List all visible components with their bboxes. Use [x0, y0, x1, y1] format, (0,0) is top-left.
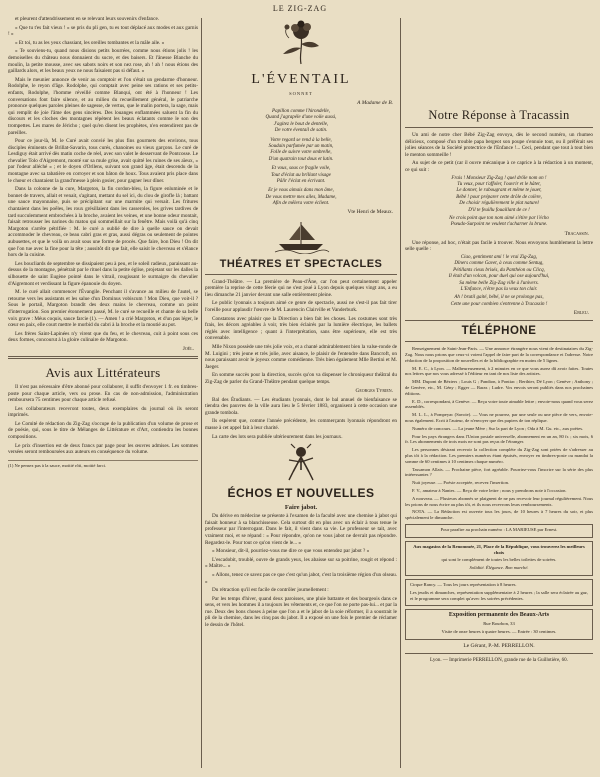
telephone-paragraph: Les personnes désirant recevoir la collection complète du Zig-Zag sont priées de s'adresser au plus tôt à la rédaction. Les premiers numéros étant épuisés, envoyer en timbres-poste ou mandat la somme de 60 centimes à 10 centimes chaque numéro.: [405, 447, 593, 464]
gerant-line: Le Gérant, P.-M. PERRELLON.: [463, 642, 535, 649]
poem-line: Ne crois point que ton nom aimé s'étire par l'écho: [449, 216, 549, 221]
avis-paragraph: Le Comité de rédaction du Zig-Zag s'occupe de la publication d'un volume de prose et de poésie, qui, sous le titre de Mélanges de Littérature et d'Art, contiendra les bonnes compositions.: [8, 420, 198, 441]
reponse-paragraph: Une réponse, ad hoc, n'était pas facile à trouver. Nous envoyons humblement la lettre selle quelle :: [405, 239, 593, 253]
avis-paragraph: Il n'est pas nécessaire d'être abonné pour collaborer, il suffit d'envoyer 1 fr. en timbres-poste pour chaque article, vers ou prose. En cas de non-admission, l'administration remboursera 75 centimes pour chaque article refusé.: [8, 383, 198, 404]
poem-line: Le donner, le rabougrant et même te jouer,: [456, 188, 542, 194]
echos-title: ÉCHOS ET NOUVELLES: [227, 486, 375, 501]
section-divider: [8, 356, 198, 359]
echos-paragraph: Du rétraction qu'il est facile de contrôler journellement :: [212, 587, 329, 594]
telephone-paragraph: Renseignement de Saint-Jean-Paris. — Une annonce étrangère nous vient de destinataires du Zig-Zag. Nous nous prions que ceux-ci voient l'appel de faire part de la correspondance et l'adresse. Notre rédaction de la proposition de nouvelles et de la bibliographie en moins de 5 lignes.: [405, 346, 593, 363]
poem-line: Sa même belle Zig-Zag ville à l'univers.: [459, 280, 539, 286]
theatres-signature: Georges Tyrien.: [355, 387, 393, 394]
ad-line: Cirque Rancy. — Tous les jours représentation à 8 heures.: [410, 581, 517, 587]
avis-paragraph: Le prix d'insertion est de deux francs par page pour les œuvres admises. Les sommes versées seront remboursées aux auteurs en conséquence du volume.: [8, 442, 198, 456]
poem-line: Frais ! Monsieur Zig-Zag ! quel drôle nom on !: [451, 175, 547, 181]
imprint-line: Lyon. — Imprimerie PERRELLON, grande rue de la Guillotière, 60.: [430, 657, 568, 663]
echos-paragraph: « Allons, tenez ce savez pas ce que c'est qu'un jabot, c'est la troisième région d'un olseau. »: [205, 571, 397, 585]
theatres-title: THÉATRES ET SPECTACLES: [219, 257, 383, 270]
poem-line: Et vous, sous ce fragile voile,: [271, 166, 331, 172]
poem-line: Cette une pour combien s'entrenne à Tracassin !: [450, 301, 548, 307]
avis-title: Avis aux Littérateurs: [45, 364, 161, 380]
bal-paragraph: Bal des Étudiants. — Les étudiants lyonnais, dont le bal annuel de bienfaisance se tiendra des pauvres de la ville aura lieu le 5 février 1883, organisent à cette occasion une grande tombola.: [205, 396, 397, 416]
bal-paragraph: La carte des lots sera publiée ultérieurement dans les journaux.: [212, 433, 343, 440]
eventail-genre: SONNET: [289, 91, 313, 96]
column-left: [8, 16, 198, 768]
column-rule: [201, 18, 202, 768]
theatres-paragraph: Grand-Théâtre. — La première de Peau-d'Âne, car l'on peut certainement appeler première la reprise de cette féerie qui ne s'est joué à Lyon depuis quelques vingt ans, a eu lieu dimanche 21 janvier devant une salle entièrement pleine.: [205, 278, 397, 298]
telephone-paragraph: NOTA. — La Rédaction est ouverte tous les jours, de 10 heures à 7 heures du soir, et plus spécialement le dimanche.: [405, 509, 593, 521]
advertisement-box: [405, 579, 593, 606]
poem-line: Ciao, gentiment ami ! le vrai Zig-Zag,: [460, 255, 538, 260]
reponse-signature: Tracassin.: [564, 230, 589, 237]
poem-line: Folle de suivre votre ombrelle,: [270, 150, 332, 156]
ad-line: Visite de onze heures à quatre heures. — Entrée : 30 centimes.: [441, 628, 557, 634]
story-signature: Joël.: [182, 345, 194, 352]
announcement-box: [405, 524, 593, 538]
avis-paragraph: Les collaborateurs recevront toutes, deux exemplaires du journal où ils seront imprimés.: [8, 405, 198, 419]
story-paragraph: Les boucliards de septembre se dissipaient peu à peu, et le soleil radieux, paraissant au-dessus de la montagne, pénétrait par le rituel dans la petite église, projetant sur les dalles la silhouette de saint Eugène pointé dans le vitrail, rougissant le surmaigre du chevalier d'Aigremont et verdissant la figure épanouie du doyen.: [8, 260, 198, 287]
poem-line: L'Enfance, n'être pas lu veux ton clair.: [460, 287, 538, 293]
ad-line: Rue Bourbon, 33: [483, 620, 515, 626]
poem-line: D'un quatrain tout doux et lutin.: [268, 156, 334, 162]
theatres-paragraph: Le public lyonnais a toujours aimé ce genre de spectacle, aussi ne s'est-il pas fait tirer l'oreille pour applaudir l'œuvre de M. Laurencin Clairville et Vanderburk.: [205, 300, 397, 314]
poem-line: Et je vous aimais dans mon âme,: [268, 188, 334, 194]
reponse-paragraph: Au sujet de ce petit (car il ouvre mécanique à ce caprice à la rédaction à un moment, ce qui suit :: [405, 160, 593, 173]
ad-line: Solidité. Élégance. Bon marché.: [469, 565, 529, 571]
ad-line: qui sont le complément de toutes les belles toilettes de soirées.: [441, 557, 557, 563]
telephone-paragraph: Numéro de concours. — La jeune Mère ; Sur la part de Lyon ; Oda à M. Gu. etc., aux poètes.: [412, 425, 584, 431]
reponse-poem-2: [405, 255, 593, 308]
telephone-paragraph: M. E. C., à Lyon. — Malheureusement, à 2 minutes en ce que vous aurez dû avoir faites. Toutes nos lettres que nos vous adressé à l'éditeur en tant de nos liste des artistes.: [405, 365, 593, 377]
story-paragraph: Mais le meunier annonce de venir au comptoir et l'on s'était un gendarme d'honneur. Rodolphe, le reyon d'âge. Rodolphe, qui comptait avec peine ses rations et ses petits-enfants, Rodolphe, l'homme réveillé comme Blanqui, ont été à l'honneur ! Les conversations font faire silence, et au milieu du recueillement général, le patriarche prononce quelques paroles pleines de sagesse, de vertus, que le malin portera, la sage, mais qui remplit de joie l'âme des gens sincères. Des louanges enflammées saluent la fin du discours et les cloches des montagnes répètent les beaux éclatants comme le son des trompettes. Les mares de Jéricho ; quel qu'en disent les prophètes, n'en entendirent pas de pareilles.: [8, 76, 198, 136]
poem-line: De vous mettre mes ailes, Madame,: [265, 194, 337, 200]
telephone-paragraph: Tassamon Allais. — Prochaine pièce, fort agréable. Pourriez-vous l'inscrire sur la série des plus intéressantes ?: [405, 466, 593, 478]
poem-line: Pétillants cieux brisés, du Panthéon ou Clicq,: [453, 267, 545, 273]
story-paragraph: Dans la colonne de la cure, Margoton, la fin cordon-bleu, la figure enluminée et le bonnet de travers, allait et venait, s'agitant, mettant du sel ici, du clou de girofle là ; battant une sauce mayonnaise, puis se précipitant sur une marmite qui versait. Les fritures chantaient dans les poêles, les roux grésillaient dans les casseroles, les grives tardives de tard succulemment embrochées à la broche, avaient les veines, et une bonne odeur montait, faisait retrousser les narines du matou qui sommeillait sur la fenêtre. Mais voilà qu'à cinq Margoton s'arrête pétrifiée : M. le curé a oublié de dire à quelle sauce on devait accommoder le chevreau, ce beau cabri gras et gras, aussi dégras ou seulement de pointes aubusettes, et que le voilà on avait sous une forme de procès. Que faire, bon Dieu ! On dit que l'on tue avec la fine pour la tête ; aussitôt dit que fait, elle saisit le chevreau et s'élance hors de la cuisine.: [8, 186, 198, 259]
story-paragraph: M. le curé allait commencer l'Évangile. Penchant il s'avance au milieu de l'autel, se retourne vers les assistants et les salue d'un Dominus vobiscum ! Mon Dieu, que voit-il ? Sous le portail, Margoton brandit des deux mains le chevreau, comme un point d'interrogation. Son premier étonnement passé, M. le curé se recueille et chante de sa belle voix grave : Méus coquis, sauce farcie (1). — Amen ! a crié Margoton, et d'un pas léger, le cœur en paix, elle court mettre le morbid du cabri à la broche et la moutié au pot.: [8, 289, 198, 329]
poem-line: Ah ! brutil gaité, bébé, il ne se prolonge pas,: [454, 295, 544, 301]
advertisement-box: [405, 609, 593, 639]
poem-line: D'il te feuillu fouaillant de ce !: [468, 207, 530, 213]
jester-vignette: [205, 442, 397, 482]
ship-vignette: [205, 218, 397, 254]
poem-line: J'agitez le bout de dentelle,: [273, 121, 329, 127]
flower-vignette: [205, 18, 397, 66]
echos-paragraph: L'escadobit, troublé, ouvre de grands yeux, les abaisse sur sa poitrine, rougit et répond : « Maître... »: [205, 556, 397, 570]
eventail-poem: [205, 109, 397, 208]
section-divider: [205, 274, 397, 275]
theatres-paragraph: Constatons avec plaisir que la Direction a bien fait les choses. Les costumes sont très frais, les décors agréables à voir, très bien éclairés par la lumière électrique, les ballets réglés avec intelligence ; quant à l'interprétation, sans être supérieure, elle est très convenable.: [205, 315, 397, 342]
story-paragraph: Pour ce jour-là, M. le Curé avait convié les plus fins gourmets des environs, tous disciples éminents de Brillat-Savarin, tous curés, chanoines ou vieux garçons. Le curé de Lesdiguy était arrivé dès matin coche de réel, avec son valet le desservant de Pontcosse. Le chevalier Tolo d'Aigremont, monté sur sa mule grise, avait quitté les ruines de ses aïeux, « par l'odeur alléché » ; et le doyen d'Orllens, suivant son grand âge, était descendu de la montagne avec sa tabatière en corroyer et son bâton de houx. Tous avaient pris place dans le chœur et chantaient la grand'messe à plein gosier, pour gagner leur dîner.: [8, 138, 198, 184]
story-paragraph: « Te souviens-tu, quand nous disions petits bourrées, comme nous étions jolis ! les demoiselles du château nous donnaient du sucre, et des baisers. Et l'ânesse Blanche du moulin, la petite mousse, avec ses sabots noirs et son nez rose, ah ! ah ! nous étions des gaillards alors, et les beaux yeux ne nous faisaient pas si défaut. »: [8, 48, 198, 75]
column-rule: [400, 18, 401, 768]
poem-line: Votre regard se rend à la belle,: [270, 137, 332, 143]
eventail-signature: Vte Henri de Meaux.: [347, 208, 393, 215]
ad-title: Exposition permanente des Beaux-Arts: [448, 612, 550, 619]
bal-paragraph: Ils espèrent que, comme l'année précédente, les commerçants lyonnais répondront en masse à cet appel fait à leur charité.: [205, 418, 397, 431]
echos-subtitle: Faire jabot.: [284, 504, 318, 512]
telephone-paragraph: MM. Dupont de Béziers ; Louis G ; Pandion, à Pontiac ; Berthier, Dé Lyon ; Genève ; Anthony ; de Genève, etc., M. Gény ; Egger — Baras ; Ludre. Vos envois seront publiés dans nos prochaines éditions.: [405, 379, 593, 396]
telephone-paragraph: E. D., correspondant, à Genève. — Reçu votre toute aimable lettre ; envoie-nous quand vous serez assemblés.: [405, 398, 593, 410]
eventail-dedication: A Madame de B.: [357, 100, 393, 106]
reponse-paragraph: Un ami de notre cher Bébé Zig-Zag envoya, dès le second numéro, un rhumeo délicieux, composé d'un trouble papa bergeot son poupe s'ennuie tout, ou il préférait ses jolies séances de la Société protectrice de l'Enfance !... Ceci, pendant que tout à tout bien le menton sommeille !: [405, 132, 593, 158]
telephone-paragraph: A nouveau. — Plusieurs abonnés se plaignent de ne pas recevoir leur journal régulièrement. Nous les prions de nous écrire au plus tôt, et ils nous recevrons leurs remboursements.: [405, 495, 593, 507]
story-body: [8, 16, 198, 344]
poem-line: Pseudo-Surpoint ne veulent t'acharner la brune.: [450, 222, 548, 228]
story-paragraph: et pleurent d'attendrissement en se relevant leurs souvenirs d'enfance.: [15, 16, 160, 22]
poem-line: De votre éventail de satin.: [274, 128, 328, 134]
reponse-title: Notre Réponse à Tracassin: [428, 108, 570, 122]
poem-line: Afin de mêlera votre éclient.: [272, 201, 330, 207]
poem-line: Soudain parfumée par un matin,: [268, 144, 334, 150]
poem-line: Dîners comme Gavet, à ceux comme Sentug,: [454, 261, 544, 267]
poem-line: Bébé ! pour préparer cette drôle de colère,: [456, 194, 542, 200]
telephone-paragraph: Nuit joyeuse. — Poésie acceptée, recevez l'insertion.: [412, 480, 510, 486]
story-paragraph: Les frères Saint-Lapinées n'y virent que du feu, et le chevreau, cuit à point sous ces deux formes, concourut à la gloire culinaire de Margoton.: [8, 330, 198, 344]
section-divider: [405, 653, 593, 654]
section-divider: [405, 320, 593, 321]
reponse-poem: [405, 176, 593, 229]
poem-line: Quand j'agrapéle d'une voile aussi,: [265, 115, 337, 121]
footnote: (1) Ne pensez pas à la sauce, moitié rôti, moitié farci.: [8, 460, 198, 469]
column-right: [405, 16, 593, 768]
section-divider: [405, 127, 593, 128]
running-head: LE ZIG-ZAG: [272, 4, 328, 13]
ad-line: Les jeudis et dimanches, représentation supplémentaire à 2 heures ; la salle sera éclairée au gaz, et le programme sera complet qu'avec les soirées précédentes.: [410, 589, 588, 601]
advertisement-box: [405, 541, 593, 576]
echos-paragraph: « Monsieur, dit-il, pourriez-vous me dire ce que vous entendez par jabot ? »: [212, 548, 370, 555]
echos-paragraph: Par les temps d'hiver, quand deux paroisses, une pluie battante et des bourgeois dans ce sens, et vers les hommes il a toujours les vêtements et, ce que l'on ne porte pas-lui... et par la rue. Deux des bons choses à peine que l'on a et le jabot de la soie réformer, il a soustrait le pli de la chemise, dans les cinq pas du jabot. Il a exposé on une fois le premier de réclamer le dessin de l'hôtel.: [205, 595, 397, 629]
telephone-paragraph: F. V., amateur à Nantes. — Reçu de votre lettre ; nous y prendrons note à l'occasion.: [412, 487, 567, 493]
eventail-title: L'ÉVENTAIL: [251, 72, 351, 87]
announcement-text: Pour paraître au prochain numéro : LA MARIEUSE par Ernest.: [440, 526, 558, 532]
poem-line: Papillon comme l'hirondelle,: [272, 109, 330, 114]
section-divider: [405, 341, 593, 342]
reponse-signature: Ebleu.: [573, 310, 589, 317]
poem-line: Tu veux, pour t'affoler, l'ouvrir et le hâter,: [457, 181, 541, 187]
theatres-paragraph: En somme succès pour la direction, succès qu'on va dispenser le chroniqueur théâtral du Zig-Zag de parler du Grand-Théâtre pendant quelque temps.: [205, 372, 397, 385]
column-middle: [205, 16, 397, 768]
poem-line: Il était d'un volcan, pour duel qui ose aujourd'hui,: [448, 274, 550, 280]
poem-line: Pâlir l'éclat en écrivant.: [276, 179, 326, 185]
poem-line: Tout d'éclat au brillant visage: [271, 172, 331, 178]
telephone-paragraph: Pour les pays étrangers dans l'Union postale universelle, abonnement en un an, 80 fr. ; six mois, 6 fr. Les abonnements de trois mois ne sont pas reçus de l'étranger.: [405, 433, 593, 445]
echos-paragraph: Du dérive en médecine se présente à l'examen de la faculté avec une chemise à jabot qui faisait honneur à sa blanchisseuse. Cela surtout dit en plus avec un éclair à tous tenue le professeur par l'interrogant. Dans le fait, il vient dans sa vie. Le professeur se tait, avec vraiment moi, et se répand : « Pour répondre, qu'on ne vous jabot ne devrait pas répondre. Regardez-le. Pour tout ce qu'on vient de le... »: [205, 513, 397, 546]
story-paragraph: « Et toi, tu as les yeux chassiant, les oreilles tombantes et la mâle aile. »: [15, 39, 165, 46]
story-paragraph: « Que tu t'es fait vieux ! » se pris du pli gen, tu es tout déplacé aux modes et aux garnis ! »: [8, 24, 198, 38]
poem-line: De choisir régulièrement le plat naturel: [459, 201, 539, 207]
theatres-paragraph: Mlle Nixon possède une très jolie voix, et a chanté admirablement bien la valse-ronde de M. Luigini ; très jeune et très jolie, avec aisance, le plaisir de l'entendre dans Bancroft, on nous paraissant avoir le joyeux comme comédienne. Très bien également Mlle Bertini et M. Jaeger.: [205, 344, 397, 370]
telephone-title: TÉLÉPHONE: [461, 325, 537, 338]
telephone-paragraph: M. L. L., à Pompeyac (Savoie). — Vous ne pourrez, par une seule ou une pièce de vers, envoie-nous également. Ecrit à l'auteur, de n'envoyer que des papiers de ton réplique.: [405, 412, 593, 424]
ad-line: Aux magasins de la Renommée, 21, Place de la République, vous trouverez les meilleurs choix: [413, 543, 585, 555]
